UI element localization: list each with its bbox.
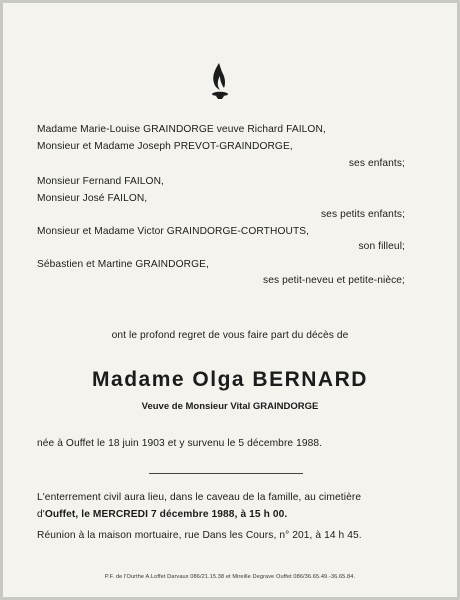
relation-children: ses enfants; [348, 158, 405, 169]
burial-line-2-prefix: d' [37, 509, 45, 520]
deceased-name: Madame Olga BERNARD [92, 368, 368, 391]
burial-line-2 [37, 509, 287, 520]
mourning-card [3, 3, 457, 597]
relation-grandnephew-niece: ses petit-neveu et petite-nièce; [263, 275, 405, 286]
relation-grandchildren: ses petits enfants; [320, 209, 405, 220]
funeral-home-footer: P.F. de l'Ourthe A.Loffet Darvaux 086/21.15.38 et Mireille Degrave Ouffet 086/36.65.49.-36.65.84. [104, 574, 356, 580]
divider [149, 473, 303, 474]
family-line-3: Monsieur Fernand FAILON, [37, 176, 164, 187]
announcement-text: ont le profond regret de vous faire part du décès de [111, 330, 349, 341]
family-line-6: Sébastien et Martine GRAINDORGE, [37, 259, 209, 270]
family-line-4: Monsieur José FAILON, [37, 193, 148, 204]
relation-godson: son filleul; [358, 241, 405, 252]
birth-death-line: née à Ouffet le 18 juin 1903 et y survenu le 5 décembre 1988. [37, 438, 323, 449]
family-line-1: Madame Marie-Louise GRAINDORGE veuve Richard FAILON, [37, 124, 326, 135]
deceased-subtitle: Veuve de Monsieur Vital GRAINDORGE [141, 401, 319, 412]
burial-date-time: Ouffet, le MERCREDI 7 décembre 1988, à 15 h 00. [44, 509, 288, 520]
meeting-line: Réunion à la maison mortuaire, rue Dans les Cours, n° 201, à 14 h 45. [37, 530, 362, 541]
family-line-5: Monsieur et Madame Victor GRAINDORGE-CORTHOUTS, [37, 226, 310, 237]
family-line-2: Monsieur et Madame Joseph PREVOT-GRAINDORGE, [37, 141, 293, 152]
burial-line-1: L'enterrement civil aura lieu, dans le caveau de la famille, au cimetière [37, 492, 362, 503]
flame-icon [208, 61, 230, 103]
